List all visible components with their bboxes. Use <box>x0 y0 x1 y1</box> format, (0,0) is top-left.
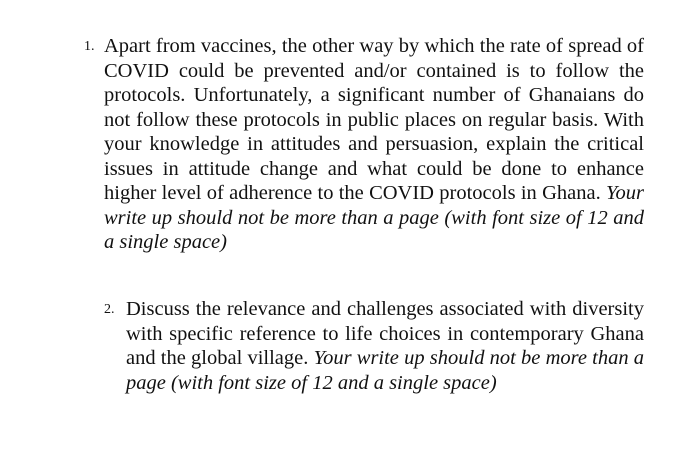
question-number: 1. <box>84 39 95 54</box>
question-body <box>104 34 644 255</box>
question-instruction: Your write up should not be more than a page (with font size of 12 and a single space) <box>126 347 645 394</box>
question-2 <box>104 297 644 395</box>
question-number: 2. <box>104 302 115 317</box>
question-1 <box>84 34 644 255</box>
question-text: Discuss the relevance and challenges associated with diversity with specific reference to life choices in contemporary Ghana and the global village. <box>126 298 644 369</box>
question-text: Apart from vaccines, the other way by which the rate of spread of COVID could be prevented and/or contained is to follow the protocols. Unfortunately, a significant number of Ghanaians do not follow these protocols in public places on regular basis. With your knowledge in attitudes and persuasion, explain the critical issues in attitude change and what could be done to enhance higher level of adherence to the COVID protocols in Ghana. <box>104 35 644 204</box>
question-instruction: Your write up should not be more than a page (with font size of 12 and a single space) <box>104 182 644 253</box>
question-body <box>126 297 644 395</box>
